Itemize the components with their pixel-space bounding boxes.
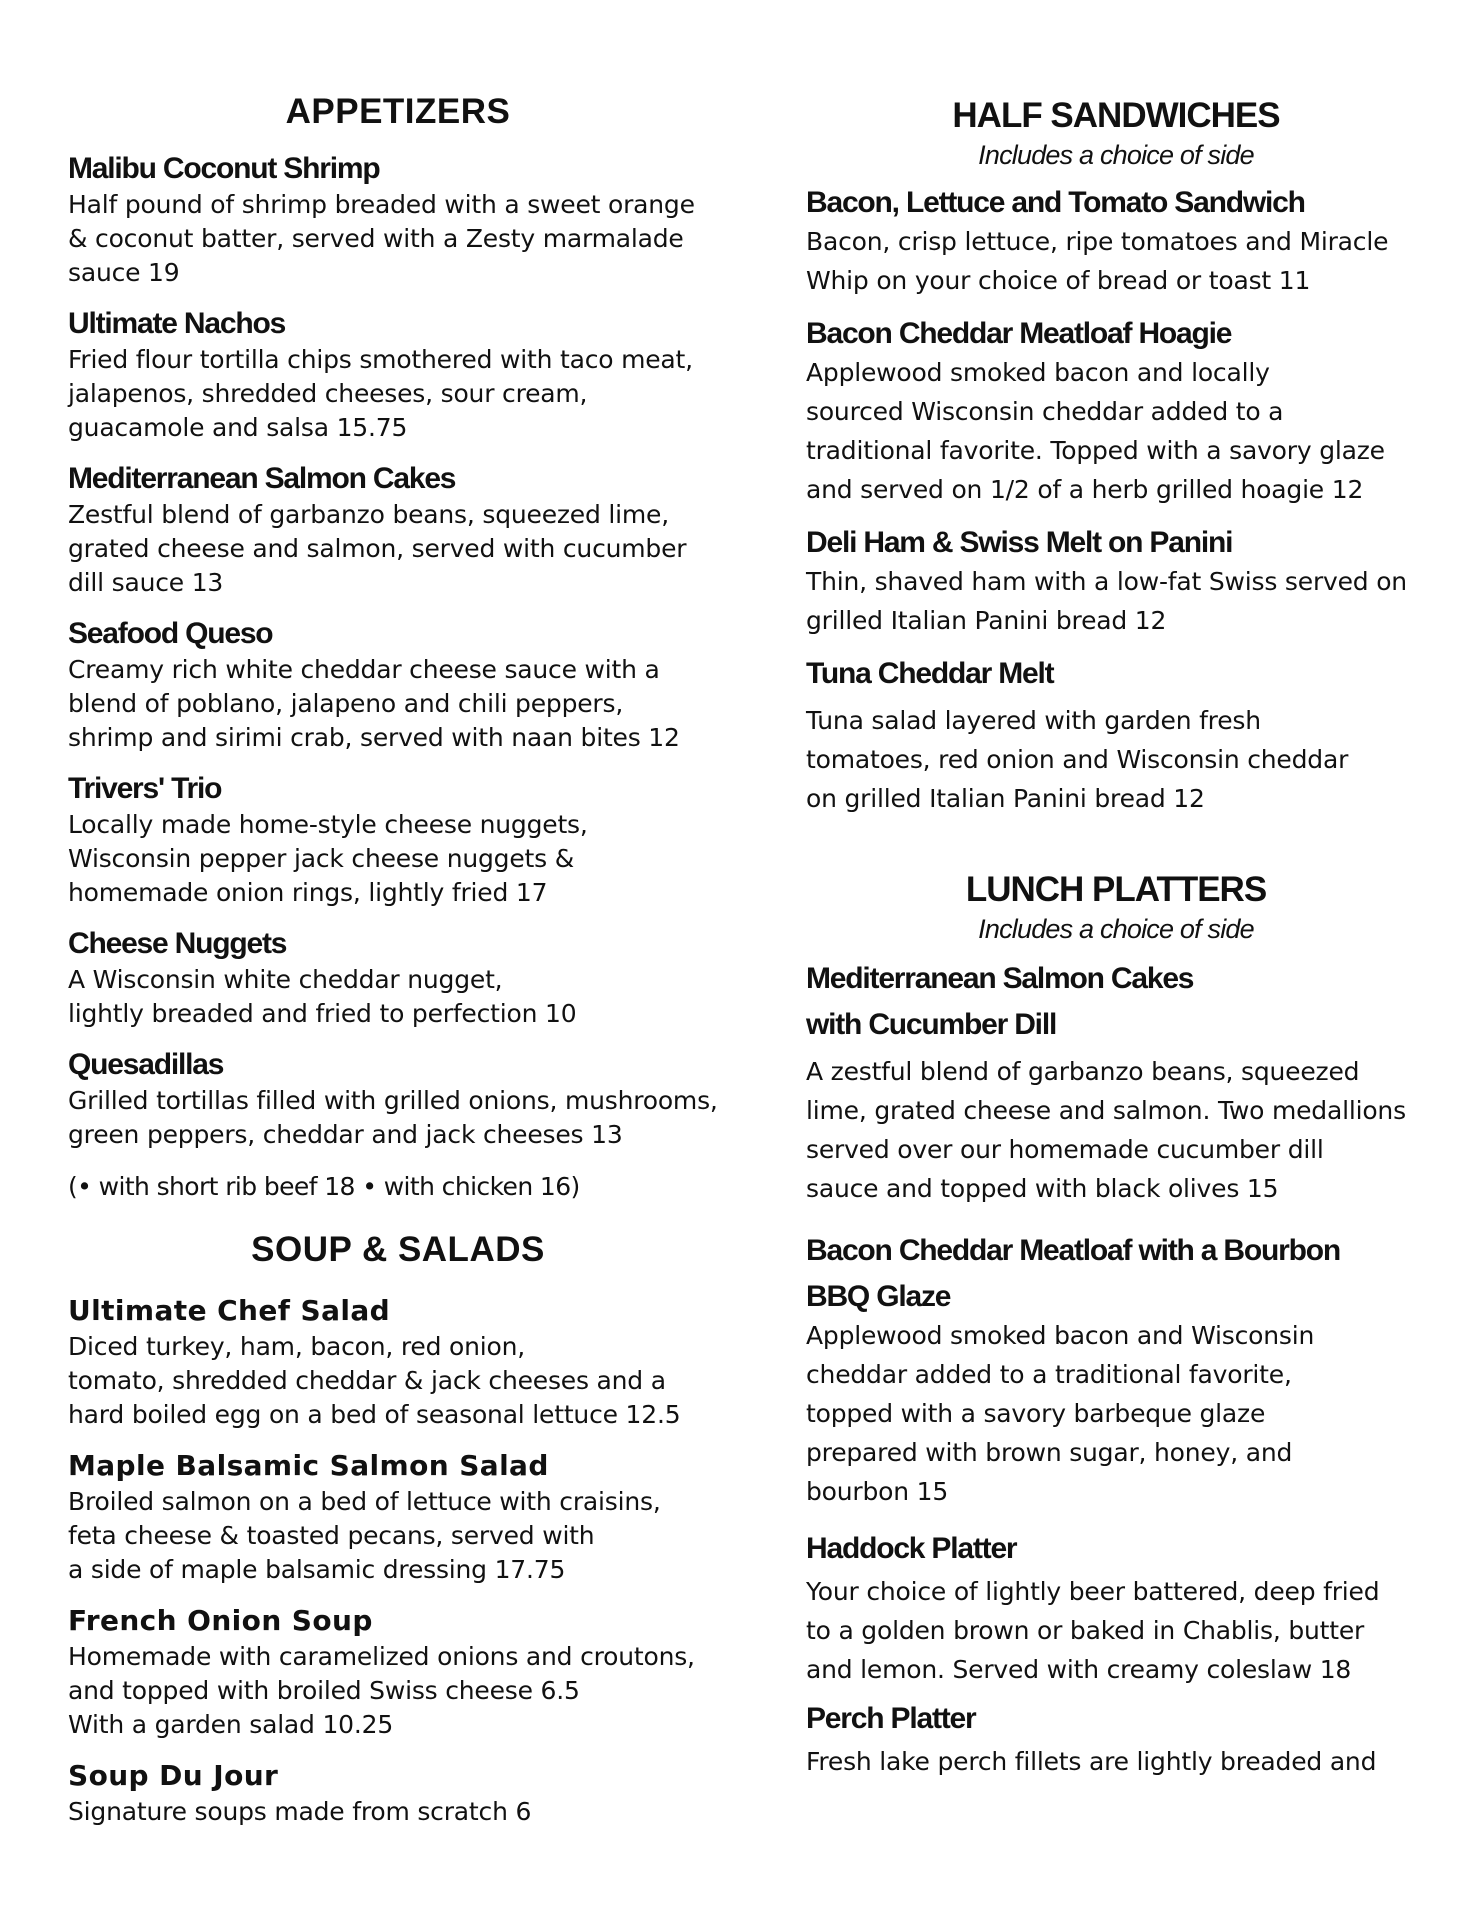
- item-name: Ultimate Nachos: [68, 307, 286, 340]
- item-name: Trivers' Trio: [68, 772, 222, 805]
- menu-item: [806, 184, 1426, 300]
- item-desc: Your choice of lightly beer battered, deep fried to a golden brown or baked in Chablis, butter and lemon. Served with creamy coleslaw 18: [806, 1577, 1380, 1684]
- half-sandwiches-subtitle: Includes a choice of side: [978, 140, 1254, 170]
- item-desc: Applewood smoked bacon and Wisconsin cheddar added to a traditional favorite, topped with a savory barbeque glaze prepared with brown sugar, honey, and bourbon 15: [806, 1321, 1315, 1506]
- item-name: Tuna Cheddar Melt: [806, 657, 1054, 690]
- item-desc: Bacon, crisp lettuce, ripe tomatoes and Miracle Whip on your choice of bread or toast 11: [806, 227, 1389, 295]
- item-desc: Broiled salmon on a bed of lettuce with craisins, feta cheese & toasted pecans, served with a side of maple balsamic dressing 17.75: [68, 1487, 661, 1584]
- item-name-line2: BBQ Glaze: [806, 1280, 951, 1313]
- item-name: Mediterranean Salmon Cakes: [806, 962, 1194, 995]
- menu-item: [68, 1602, 728, 1742]
- lunch-platters-title: LUNCH PLATTERS: [965, 870, 1267, 909]
- item-name: Cheese Nuggets: [68, 927, 287, 960]
- item-desc: Grilled tortillas filled with grilled onions, mushrooms, green peppers, cheddar and jack cheeses 13: [68, 1086, 718, 1149]
- item-name: Maple Balsamic Salmon Salad: [68, 1449, 549, 1482]
- menu-item: [806, 1700, 1426, 1781]
- menu-item: [68, 150, 728, 290]
- item-desc: Fried flour tortilla chips smothered with taco meat, jalapenos, shredded cheeses, sour cream, guacamole and salsa 15.75: [68, 345, 693, 442]
- item-name: Perch Platter: [806, 1702, 976, 1735]
- menu-item: [806, 1232, 1426, 1511]
- menu-item: [68, 925, 728, 1031]
- half-sandwiches-title: HALF SANDWICHES: [952, 96, 1280, 135]
- menu-item: [806, 524, 1426, 640]
- menu-item: [806, 655, 1426, 818]
- item-desc: A zestful blend of garbanzo beans, squeezed lime, grated cheese and salmon. Two medallions served over our homemade cucumber dill sauce and topped with black olives 15: [806, 1057, 1406, 1203]
- item-desc: Half pound of shrimp breaded with a sweet orange & coconut batter, served with a Zesty marmalade sauce 19: [68, 190, 695, 287]
- item-name: Soup Du Jour: [68, 1759, 279, 1792]
- menu-item: [68, 1447, 728, 1587]
- item-desc: Diced turkey, ham, bacon, red onion, tomato, shredded cheddar & jack cheeses and a hard boiled egg on a bed of seasonal lettuce 12.5: [68, 1332, 681, 1429]
- item-desc: Signature soups made from scratch 6: [68, 1797, 532, 1826]
- soup-salads-title: SOUP & SALADS: [251, 1230, 545, 1269]
- menu-item: [806, 1530, 1426, 1689]
- item-name: Seafood Queso: [68, 617, 273, 650]
- menu-item: [68, 1757, 728, 1829]
- item-desc: Zestful blend of garbanzo beans, squeezed lime, grated cheese and salmon, served with cucumber dill sauce 13: [68, 500, 687, 597]
- item-desc: Fresh lake perch fillets are lightly breaded and: [806, 1747, 1377, 1776]
- item-desc: A Wisconsin white cheddar nugget, lightly breaded and fried to perfection 10: [68, 965, 577, 1028]
- item-name: Bacon Cheddar Meatloaf with a Bourbon: [806, 1234, 1340, 1267]
- item-name: Ultimate Chef Salad: [68, 1294, 391, 1327]
- item-name: Deli Ham & Swiss Melt on Panini: [806, 526, 1233, 559]
- menu-item: [68, 770, 728, 910]
- menu-item: [806, 315, 1426, 509]
- item-name: Bacon Cheddar Meatloaf Hoagie: [806, 317, 1232, 350]
- item-name: French Onion Soup: [68, 1604, 373, 1637]
- item-name: Malibu Coconut Shrimp: [68, 152, 380, 185]
- item-name: Bacon, Lettuce and Tomato Sandwich: [806, 186, 1305, 219]
- menu-item: [68, 305, 728, 445]
- item-name-line2: with Cucumber Dill: [806, 1008, 1057, 1041]
- item-desc: Locally made home-style cheese nuggets, Wisconsin pepper jack cheese nuggets & homemade onion rings, lightly fried 17: [68, 810, 588, 907]
- item-name: Haddock Platter: [806, 1532, 1017, 1565]
- item-name: Mediterranean Salmon Cakes: [68, 462, 456, 495]
- menu-item: [68, 460, 728, 600]
- item-desc: Thin, shaved ham with a low-fat Swiss served on grilled Italian Panini bread 12: [806, 567, 1407, 635]
- menu-item: [68, 1046, 728, 1152]
- item-desc: Tuna salad layered with garden fresh tomatoes, red onion and Wisconsin cheddar on grilled Italian Panini bread 12: [806, 706, 1349, 813]
- lunch-platters-subtitle: Includes a choice of side: [978, 914, 1254, 944]
- menu-item: [68, 1292, 728, 1432]
- item-desc: Homemade with caramelized onions and croutons, and topped with broiled Swiss cheese 6.5 With a garden salad 10.25: [68, 1642, 695, 1739]
- item-name: Quesadillas: [68, 1048, 224, 1081]
- menu-item: [806, 960, 1426, 1208]
- item-desc: Applewood smoked bacon and locally sourced Wisconsin cheddar added to a traditional favorite. Topped with a savory glaze and served on 1/2 of a herb grilled hoagie 12: [806, 358, 1385, 504]
- menu-item: [68, 615, 728, 755]
- item-desc: Creamy rich white cheddar cheese sauce with a blend of poblano, jalapeno and chili peppers, shrimp and sirimi crab, served with naan bites 12: [68, 655, 680, 752]
- appetizers-title: APPETIZERS: [285, 92, 511, 131]
- quesadilla-options: (• with short rib beef 18 • with chicken 16): [68, 1172, 580, 1201]
